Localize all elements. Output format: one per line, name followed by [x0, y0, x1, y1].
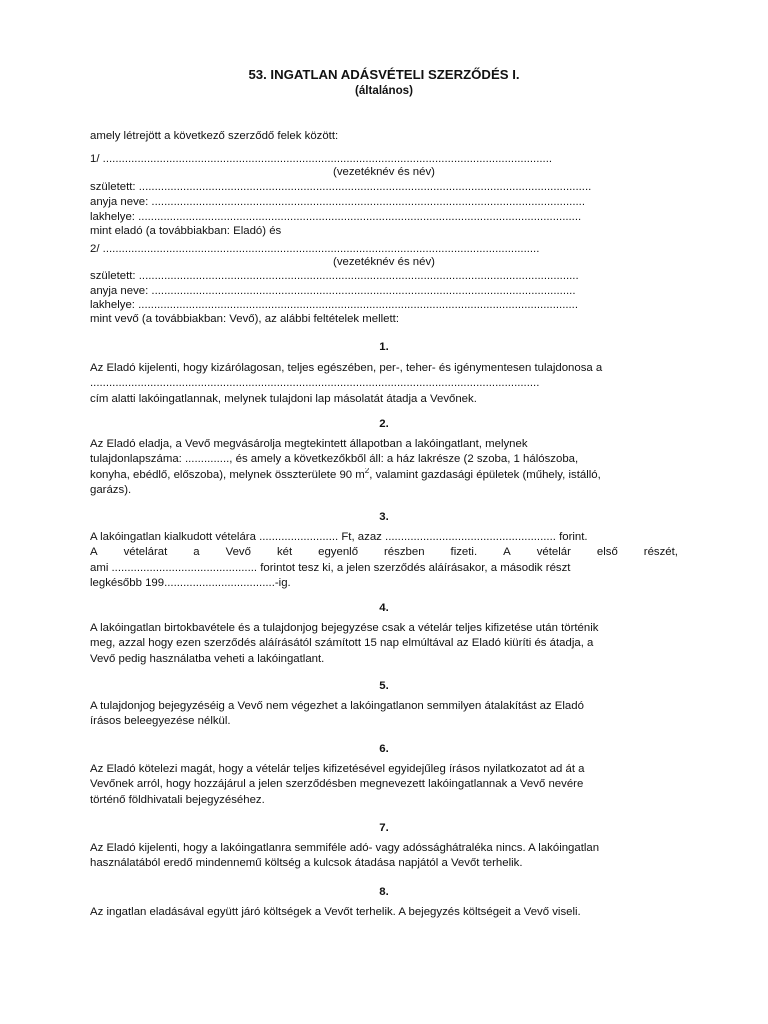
- section-3-text: [90, 530, 678, 591]
- section-3-number: 3.: [379, 511, 389, 523]
- section-4-number: 4.: [379, 602, 389, 614]
- section-3-word: fizeti.: [450, 546, 478, 559]
- section-3-word: részét,: [643, 546, 678, 559]
- document-title: 53. INGATLAN ADÁSVÉTELI SZERZŐDÉS I.: [248, 67, 520, 82]
- section-2-line: Az Eladó eladja, a Vevő megvásárolja megtekintett állapotban a lakóingatlant, melynek: [90, 438, 528, 450]
- section-2-line: [90, 468, 678, 483]
- section-1-line: ..............................................................................................................................................: [90, 377, 540, 390]
- section-2-text: [90, 437, 678, 498]
- section-4-line: Vevő pedig használatba veheti a lakóingatlant.: [90, 652, 325, 665]
- section-4-line: meg, azzal hogy ezen szerződés aláírásától számított 15 nap elmúltával az Eladó kiüríti és átadja, a: [90, 637, 594, 650]
- section-3-line: A lakóingatlan kialkudott vételára ......................... Ft, azaz ...................................................... forint.: [90, 531, 588, 543]
- party2-name-line: 2/ ..........................................................................................................................................: [90, 243, 540, 255]
- party1-name-caption: (vezetéknév és név): [333, 166, 435, 178]
- section-4-text: [90, 621, 678, 667]
- document-subtitle: (általános): [355, 84, 413, 97]
- section-1-number: 1.: [379, 341, 389, 353]
- section-6-text: [90, 762, 678, 808]
- party2-name-caption: (vezetéknév és név): [333, 256, 435, 268]
- section-3-justified-line: [90, 545, 678, 560]
- section-3-word: A: [503, 546, 511, 559]
- party1-born-line: született: ...............................................................................................................................................: [90, 181, 592, 193]
- section-3-word: vételár: [536, 546, 571, 559]
- section-6-number: 6.: [379, 743, 389, 755]
- section-8-text: [90, 905, 678, 920]
- section-4-line: A lakóingatlan birtokbavétele és a tulajdonjog bejegyzése csak a vételár teljes kifizetése után történik: [90, 622, 599, 634]
- section-3-word: Vevő: [225, 546, 251, 559]
- section-1-line: Az Eladó kijelenti, hogy kizárólagosan, teljes egészében, per-, teher- és igénymentesen tulajdonosa a: [90, 362, 603, 374]
- party2-born-line: született: ...........................................................................................................................................: [90, 270, 579, 282]
- section-2-area-text: konyha, ebédlő, előszoba), melynek összterülete 90 m: [90, 468, 365, 481]
- section-3-word: részben: [384, 546, 425, 559]
- section-3-word: két: [276, 546, 293, 559]
- section-3-word: A: [90, 546, 98, 559]
- section-6-line: történő földhivatali bejegyzéséhez.: [90, 793, 265, 806]
- section-1-text: [90, 361, 678, 407]
- intro-text: amely létrejött a következő szerződő felek között:: [90, 130, 339, 142]
- party1-name-line: 1/ ..............................................................................................................................................: [90, 153, 553, 165]
- section-2-line: garázs).: [90, 483, 132, 496]
- section-3-word: egyenlő: [318, 546, 359, 559]
- section-2-buildings-text: , valamint gazdasági épületek (műhely, istálló,: [369, 468, 601, 481]
- section-5-line: A tulajdonjog bejegyzéséig a Vevő nem végezhet a lakóingatlanon semmilyen átalakítást az Eladó: [90, 700, 584, 712]
- section-3-word: a: [193, 546, 200, 559]
- section-3-line: legkésőbb 199...................................-ig.: [90, 576, 291, 589]
- party2-address-line: lakhelye: ...........................................................................................................................................: [90, 299, 579, 311]
- section-3-word: vételárat: [123, 546, 168, 559]
- section-8-line: Az ingatlan eladásával együtt járó költségek a Vevőt terhelik. A bejegyzés költségeit a Vevő viseli.: [90, 906, 581, 918]
- party2-mother-line: anyja neve: ......................................................................................................................................: [90, 285, 576, 297]
- square-meter-superscript: 2: [364, 467, 370, 475]
- section-6-line: Vevőnek arról, hogy hozzájárul a jelen szerződésben megnevezett lakóingatlannak a Vevő nevére: [90, 778, 584, 791]
- section-8-number: 8.: [379, 886, 389, 898]
- party1-mother-line: anyja neve: .........................................................................................................................................: [90, 196, 585, 208]
- section-7-line: használatából eredő mindennemű költség a kulcsok átadása napjától a Vevőt terhelik.: [90, 857, 523, 870]
- section-3-word: első: [596, 546, 618, 559]
- section-3-line: ami .............................................. forintot tesz ki, a jelen szerződés aláírásakor, a második részt: [90, 561, 571, 574]
- section-5-line: írásos beleegyezése nélkül.: [90, 715, 231, 728]
- section-5-text: [90, 699, 678, 730]
- party2-role: mint vevő (a továbbiakban: Vevő), az alábbi feltételek mellett:: [90, 313, 399, 325]
- section-7-number: 7.: [379, 822, 389, 834]
- section-2-line: tulajdonlapszáma: .............., és amely a következőkből áll: a ház lakrésze (2 szoba, 1 hálószoba,: [90, 453, 579, 466]
- section-1-line: cím alatti lakóingatlannak, melynek tulajdoni lap másolatát átadja a Vevőnek.: [90, 392, 477, 405]
- party1-role: mint eladó (a továbbiakban: Eladó) és: [90, 225, 282, 237]
- section-7-text: [90, 841, 678, 872]
- section-2-number: 2.: [379, 418, 389, 430]
- section-5-number: 5.: [379, 680, 389, 692]
- party1-address-line: lakhelye: ............................................................................................................................................: [90, 211, 582, 223]
- section-7-line: Az Eladó kijelenti, hogy a lakóingatlanra semmiféle adó- vagy adóssághátraléka nincs. A lakóingatlan: [90, 842, 600, 854]
- section-6-line: Az Eladó kötelezi magát, hogy a vételár teljes kifizetésével egyidejűleg írásos nyilatkozatot ad át a: [90, 763, 585, 775]
